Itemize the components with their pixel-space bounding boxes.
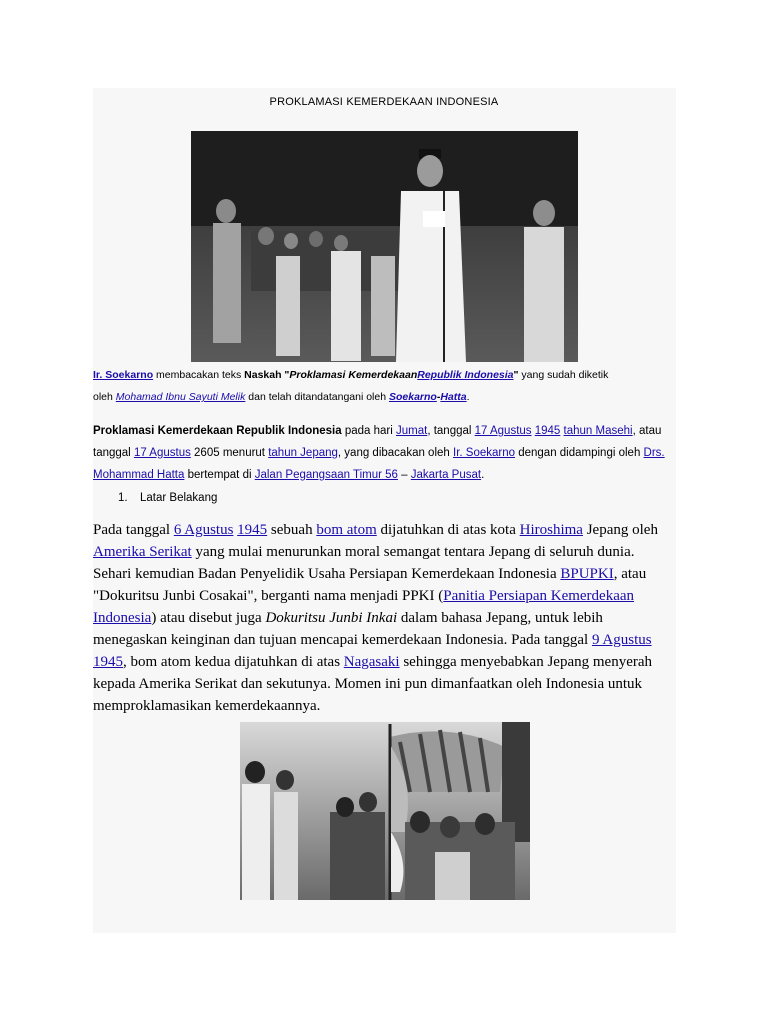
link-1945[interactable]: 1945	[534, 425, 561, 437]
link-bpupki[interactable]: BPUPKI	[560, 566, 614, 582]
link-jumat[interactable]: Jumat	[395, 425, 428, 437]
page-title: PROKLAMASI KEMERDEKAAN INDONESIA	[269, 96, 499, 108]
section-number: 1.	[118, 492, 128, 504]
link-tahun-jepang[interactable]: tahun Jepang	[268, 447, 338, 459]
link-17-agustus[interactable]: 17 Agustus	[474, 425, 532, 437]
photo-proclamation-reading-icon	[191, 131, 578, 362]
link-republik-indonesia[interactable]: Republik Indonesia	[417, 369, 514, 381]
body-paragraph: Pada tanggal 6 Agustus 1945 sebuah bom atom dijatuhkan di atas kota Hiroshima Jepang oleh Amerika Serikat yang mulai menurunkan moral semangat tentara Jepang di seluruh dunia. Sehari kemudian Badan Penyelidik Usaha Persiapan Kemerdekaan Indonesia BPUPKI, atau "Dokuritsu Junbi Cosakai", berganti nama menjadi PPKI (Panitia Persiapan Kemerdekaan Indonesia) atau disebut juga Dokuritsu Junbi Inkai dalam bahasa Jepang, untuk lebih menegaskan keinginan dan tujuan mencapai kemerdekaan Indonesia. Pada tanggal 9 Agustus 1945, bom atom kedua dijatuhkan di atas Nagasaki sehingga menyebabkan Jepang menyerah kepada Amerika Serikat dan sekutunya. Momen ini pun dimanfaatkan oleh Indonesia untuk memproklamasikan kemerdekaannya.	[93, 522, 658, 714]
photo-caption-line1: Ir. Soekarno membacakan teks Naskah "Proklamasi KemerdekaanRepublik Indonesia" yang sudah diketik	[93, 369, 609, 381]
link-jalan-pegangsaan[interactable]: Jalan Pegangsaan Timur 56	[254, 469, 398, 481]
link-sayuti-melik[interactable]: Mohamad Ibnu Sayuti Melik	[115, 391, 246, 403]
link-soekarno[interactable]: Soekarno	[388, 391, 437, 403]
lead-paragraph: Proklamasi Kemerdekaan Republik Indonesia pada hari Jumat, tanggal 17 Agustus 1945 tahun Masehi, atau tanggal 17 Agustus 2605 menurut tahun Jepang, yang dibacakan oleh Ir. Soekarno dengan didampingi oleh Drs. Mohammad Hatta bertempat di Jalan Pegangsaan Timur 56 – Jakarta Pusat.	[93, 425, 665, 481]
photo-caption-line2: oleh Mohamad Ibnu Sayuti Melik dan telah ditandatangani oleh Soekarno-Hatta.	[93, 391, 470, 403]
link-nagasaki[interactable]: Nagasaki	[343, 654, 400, 670]
link-1945-a[interactable]: 1945	[237, 522, 268, 538]
link-hiroshima[interactable]: Hiroshima	[519, 522, 583, 538]
link-hatta[interactable]: Hatta	[440, 391, 467, 403]
link-1945-b[interactable]: 1945	[93, 654, 123, 670]
link-ir-soekarno[interactable]: Ir. Soekarno	[93, 369, 154, 381]
link-tahun-masehi[interactable]: tahun Masehi	[563, 425, 633, 437]
link-ir-soekarno-2[interactable]: Ir. Soekarno	[453, 447, 516, 459]
section-heading	[118, 492, 217, 504]
link-mohammad-hatta[interactable]: Drs. Mohammad Hatta	[93, 447, 665, 481]
flag-raising-photo	[240, 722, 530, 900]
link-6-agustus[interactable]: 6 Agustus	[173, 522, 234, 538]
link-9-agustus[interactable]: 9 Agustus	[591, 632, 652, 648]
photo-flag-raising-icon	[240, 722, 530, 900]
link-jakarta-pusat[interactable]: Jakarta Pusat	[410, 469, 482, 481]
link-amerika-serikat[interactable]: Amerika Serikat	[93, 544, 192, 560]
link-bom-atom[interactable]: bom atom	[316, 522, 377, 538]
link-panitia-persiapan[interactable]: Panitia Persiapan Kemerdekaan Indonesia	[93, 588, 635, 626]
section-label: Latar Belakang	[140, 492, 218, 504]
link-17-agustus-2[interactable]: 17 Agustus	[133, 447, 191, 459]
proclamation-reading-photo	[191, 131, 578, 362]
